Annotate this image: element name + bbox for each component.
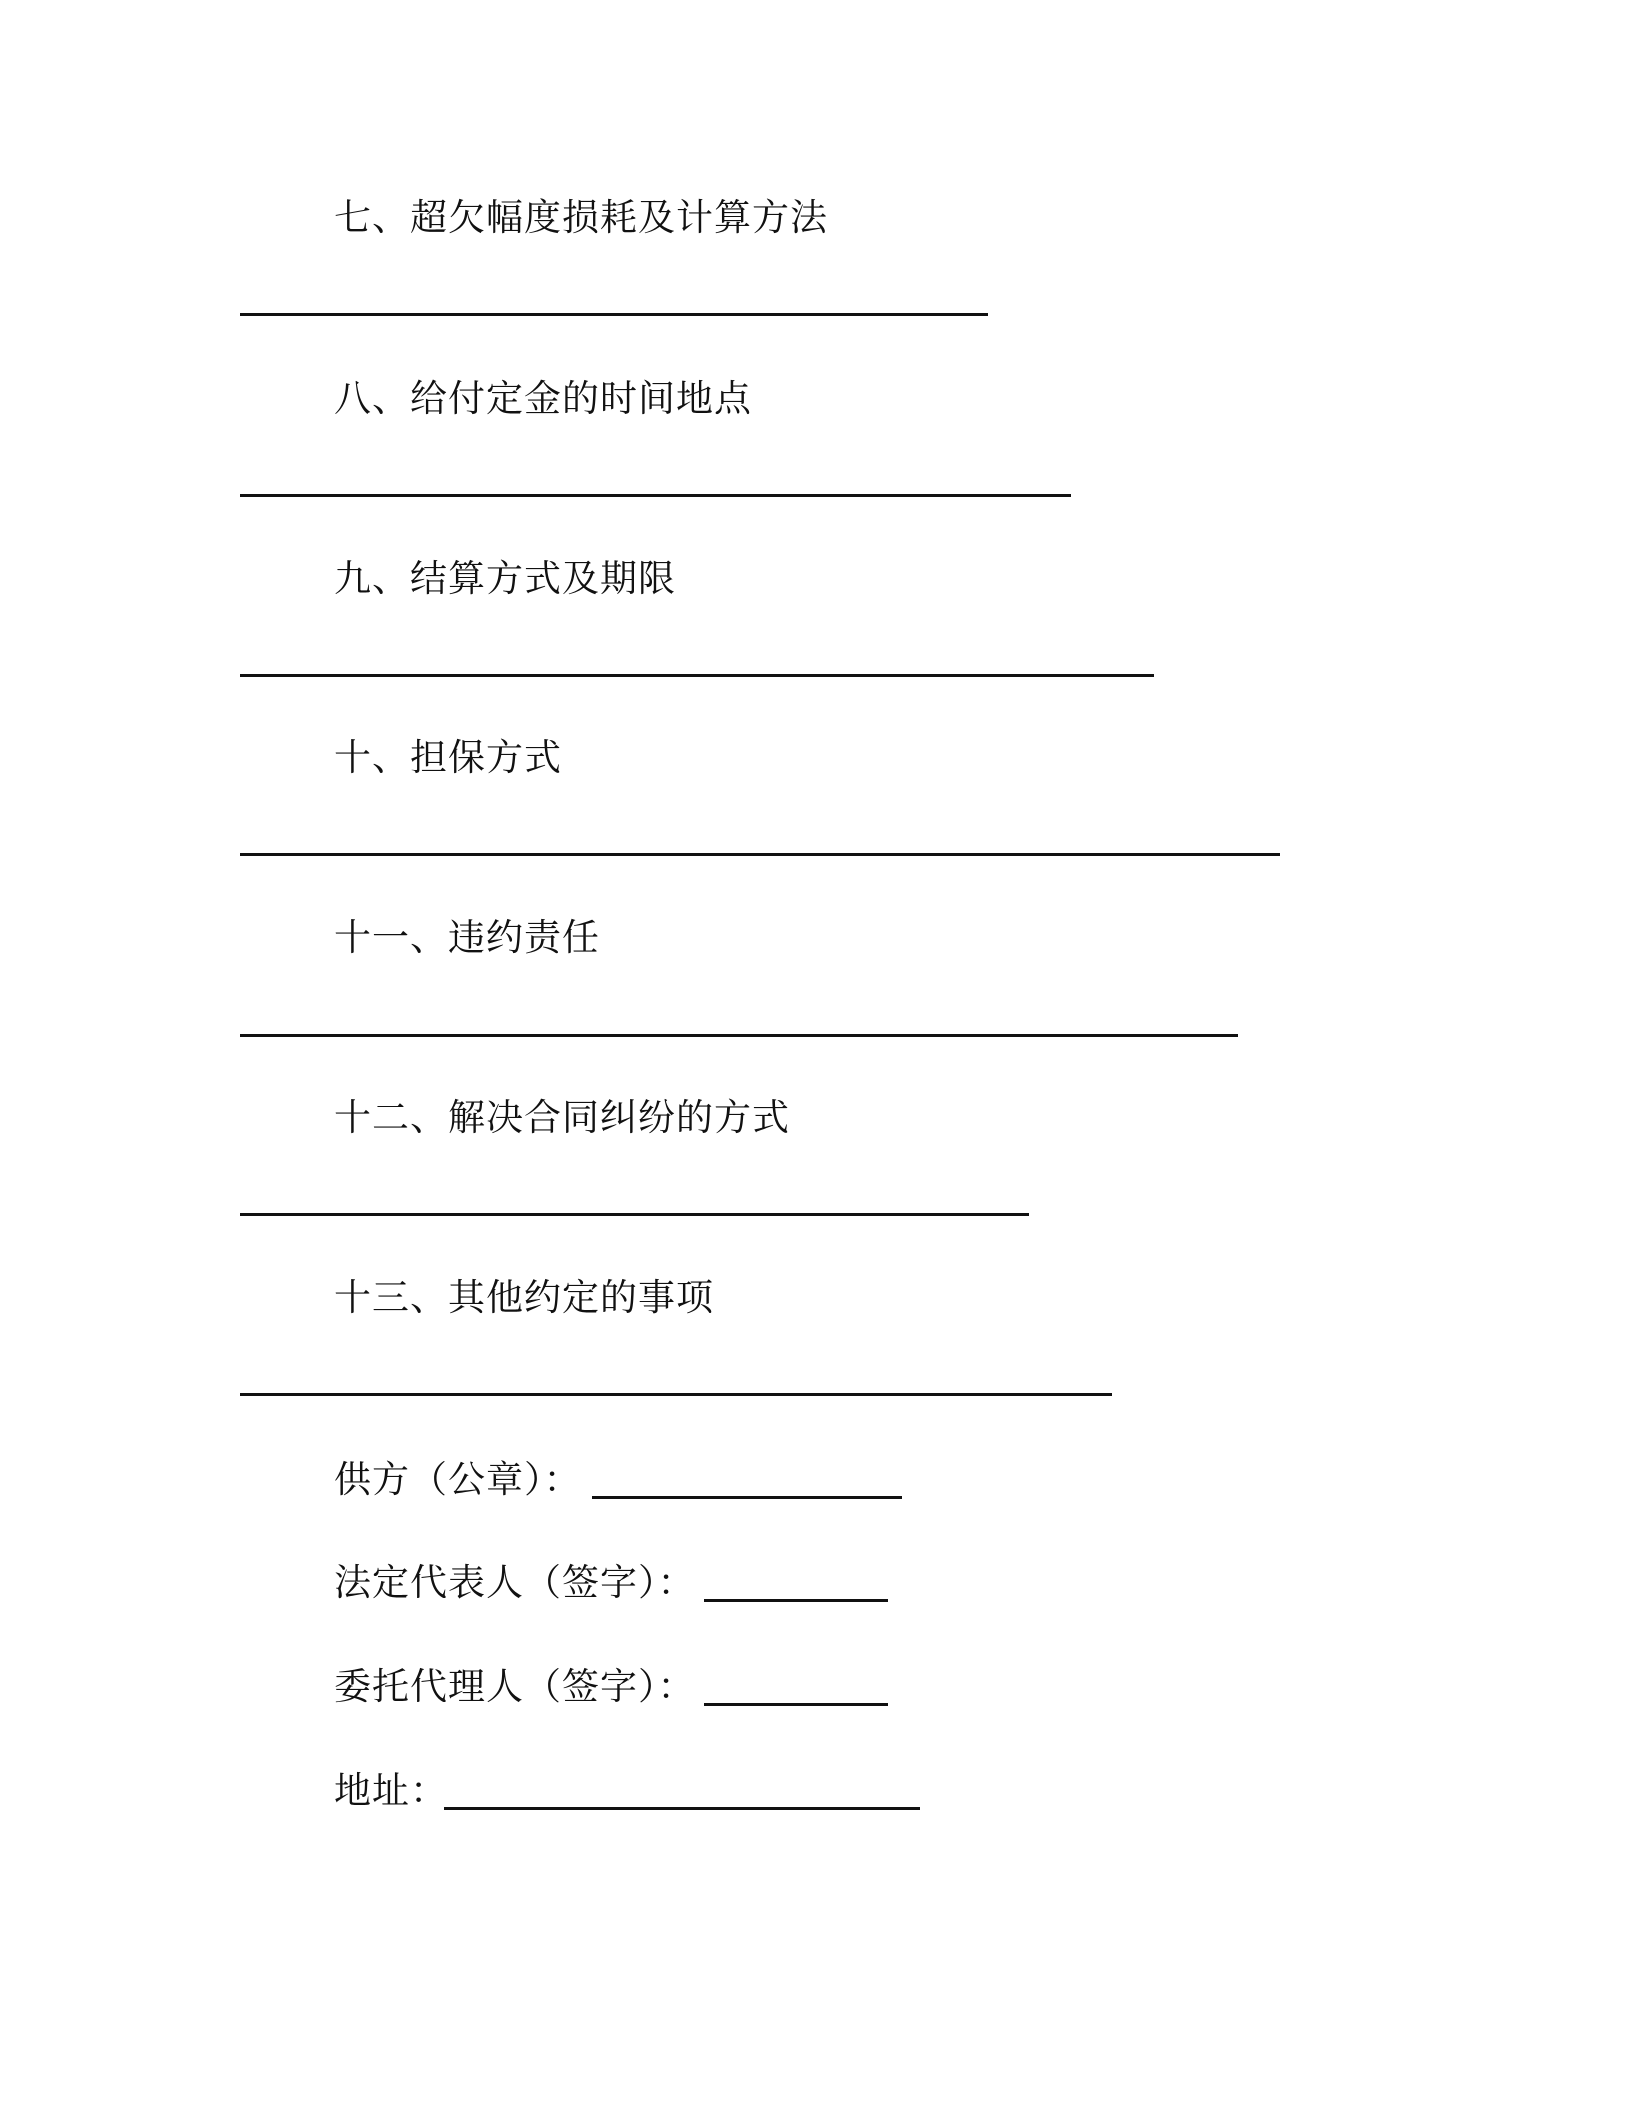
address-label: 地址： — [334, 1769, 448, 1812]
fill-in-line-11[interactable] — [240, 1034, 1238, 1037]
legal-rep-blank[interactable] — [704, 1599, 888, 1602]
agent-label: 委托代理人（签字）： — [334, 1665, 696, 1708]
section-heading-7: 七、超欠幅度损耗及计算方法 — [334, 196, 828, 239]
fill-in-line-9[interactable] — [240, 674, 1154, 677]
section-heading-12: 十二、解决合同纠纷的方式 — [334, 1096, 790, 1139]
supplier-seal-blank[interactable] — [592, 1496, 902, 1499]
fill-in-line-10[interactable] — [240, 853, 1280, 856]
fill-in-line-7[interactable] — [240, 313, 988, 316]
agent-blank[interactable] — [704, 1703, 888, 1706]
section-heading-13: 十三、其他约定的事项 — [334, 1276, 714, 1319]
legal-rep-label: 法定代表人（签字）： — [334, 1561, 696, 1604]
fill-in-line-8[interactable] — [240, 494, 1071, 497]
address-blank[interactable] — [444, 1807, 920, 1810]
supplier-seal-row — [334, 1458, 954, 1502]
address-row — [334, 1769, 954, 1813]
agent-row — [334, 1665, 954, 1709]
section-heading-10: 十、担保方式 — [334, 736, 562, 779]
fill-in-line-12[interactable] — [240, 1213, 1029, 1216]
supplier-seal-label: 供方（公章）： — [334, 1458, 582, 1501]
section-heading-11: 十一、违约责任 — [334, 916, 600, 959]
section-heading-9: 九、结算方式及期限 — [334, 557, 676, 600]
fill-in-line-13[interactable] — [240, 1393, 1112, 1396]
legal-rep-row — [334, 1561, 954, 1605]
section-heading-8: 八、给付定金的时间地点 — [334, 377, 752, 420]
